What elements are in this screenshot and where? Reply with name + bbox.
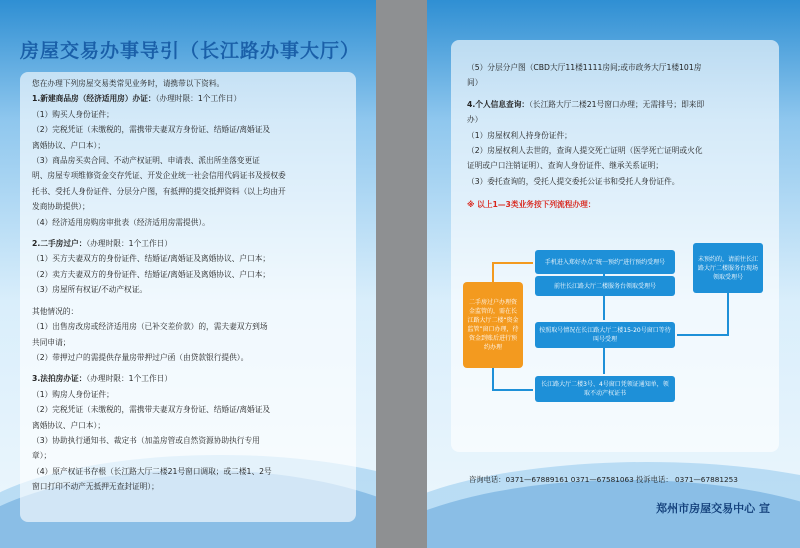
left-panel (0, 0, 376, 548)
list-item: （2）完税凭证（未缴税的，需携带夫妻双方身份证、结婚证/离婚证及 (32, 125, 271, 135)
flow-step-2: 前往长江路大厅二楼服务台领取受理号 (535, 276, 675, 296)
list-item: （4）原产权证书存根（长江路大厅二楼21号窗口调取；或二楼1、2号 (32, 466, 272, 476)
section-1-heading: 1.新建商品房（经济适用房）办证： (32, 94, 156, 104)
list-item: （3）房屋所有权证/不动产权证。 (32, 285, 148, 295)
connector-line (492, 262, 494, 282)
section-3-time: （办理时限：1个工作日） (86, 374, 173, 384)
list-item: （1）购买人身份证件； (32, 109, 114, 119)
section-3-heading: 3.法拍房办证： (32, 374, 87, 384)
list-item: 章）； (32, 451, 52, 461)
list-item: （5）分层分户图（CBD大厅11楼1111房间;或市政务大厅1楼101房 (467, 63, 702, 72)
flow-note: ※ 以上1—3类业务按下列流程办理： (467, 200, 596, 210)
list-item: （3）协助执行通知书、裁定书（加盖房管或自然资源协助执行专用 (32, 435, 260, 445)
flow-step-3: 按照取号情况在长江路大厅二楼15-20号窗口等待叫号受理 (535, 322, 675, 348)
connector-line (492, 368, 494, 390)
section-4-heading: 4.个人信息查询： (467, 99, 530, 109)
connector-line (603, 274, 605, 278)
other-heading: 其他情况的： (32, 306, 79, 316)
list-item: 托书、受托人身份证件、分层分户图，有抵押的提交抵押资料（以上均由开 (32, 186, 286, 196)
list-item: （4）经济适用房购房审批表（经济适用房需提供）。 (32, 217, 210, 227)
list-item: （2）卖方夫妻双方的身份证件、结婚证/离婚证及离婚协议、户口本； (32, 269, 271, 279)
list-item: （1）房屋权利人持身份证件； (467, 130, 572, 140)
flow-step-1: 手机进入郑好办点“统一预约”进行预约受理号 (535, 250, 675, 274)
connector-line (492, 389, 533, 391)
list-item: （2）房屋权利人去世的，查询人提交死亡证明（医学死亡证明或火化 (467, 146, 703, 156)
list-item: 共同申请； (32, 337, 71, 347)
list-item: （3）商品房买卖合同、不动产权证明、申请表、派出所坐落变更证 (32, 156, 260, 166)
list-item: （2）完税凭证（未缴税的，需携带夫妻双方身份证、结婚证/离婚证及 (32, 405, 271, 415)
flow-step-4: 长江路大厅二楼3号、4号窗口凭领证通知单，领取不动产权证书 (535, 376, 675, 402)
section-4-note-cont: 办） (467, 115, 483, 125)
connector-line (727, 293, 729, 335)
list-item: （1）购房人身份证件； (32, 389, 114, 399)
list-item: 明、房屋专项维修资金交存凭证、开发企业统一社会信用代码证书及授权委 (32, 171, 286, 181)
flow-side-note: 未预约的，请前往长江路大厅二楼服务台现场领取受理号 (693, 243, 763, 293)
right-text-block (467, 60, 767, 213)
left-text-block (32, 76, 350, 495)
connector-line (603, 348, 605, 374)
list-item: （2）带押过户的需提供存量房带押过户函（由贷款银行提供）。 (32, 352, 249, 362)
connector-line (677, 334, 729, 336)
intro-text: 您在办理下列房屋交易类常见业务时，请携带以下资料。 (32, 79, 225, 88)
list-item: 证明或户口注销证明）、查询人身份证件、继承关系证明； (467, 161, 664, 171)
flow-orange-note: 二手房过户办理资金监管的，需在长江路大厅二楼“资金监管”窗口办理，待资金到账后进行预约办理 (463, 282, 523, 368)
page-title: 房屋交易办事导引（长江路办事大厅） (20, 40, 361, 62)
list-item: 间） (467, 78, 483, 88)
right-panel (427, 0, 800, 548)
section-4-note: （长江路大厅二楼21号窗口办理；无需排号；即来即 (529, 99, 705, 109)
list-item: （1）买方夫妻双方的身份证件、结婚证/离婚证及离婚协议、户口本； (32, 254, 271, 264)
contact-info: 咨询电话：0371—67889161 0371—67581063 投诉电话： 0371—67881253 (469, 475, 738, 484)
connector-line (492, 262, 533, 264)
list-item: （3）委托查询的，受托人提交委托公证书和受托人身份证件。 (467, 176, 680, 186)
publisher-brand: 郑州市房屋交易中心 宣 (656, 502, 770, 515)
section-2-heading: 2.二手房过户： (32, 239, 87, 249)
connector-line (603, 296, 605, 320)
list-item: 发商协助提供）； (32, 202, 90, 212)
list-item: （1）出售房改房或经济适用房（已补交差价款）的，需夫妻双方到场 (32, 322, 268, 332)
list-item: 窗口打印不动产无抵押无查封证明）； (32, 482, 159, 492)
section-2-time: （办理时限：1个工作日） (86, 239, 173, 249)
list-item: 离婚协议、户口本）； (32, 420, 106, 430)
section-1-time: （办理时限：1个工作日） (155, 94, 242, 104)
list-item: 离婚协议、户口本）； (32, 140, 106, 150)
